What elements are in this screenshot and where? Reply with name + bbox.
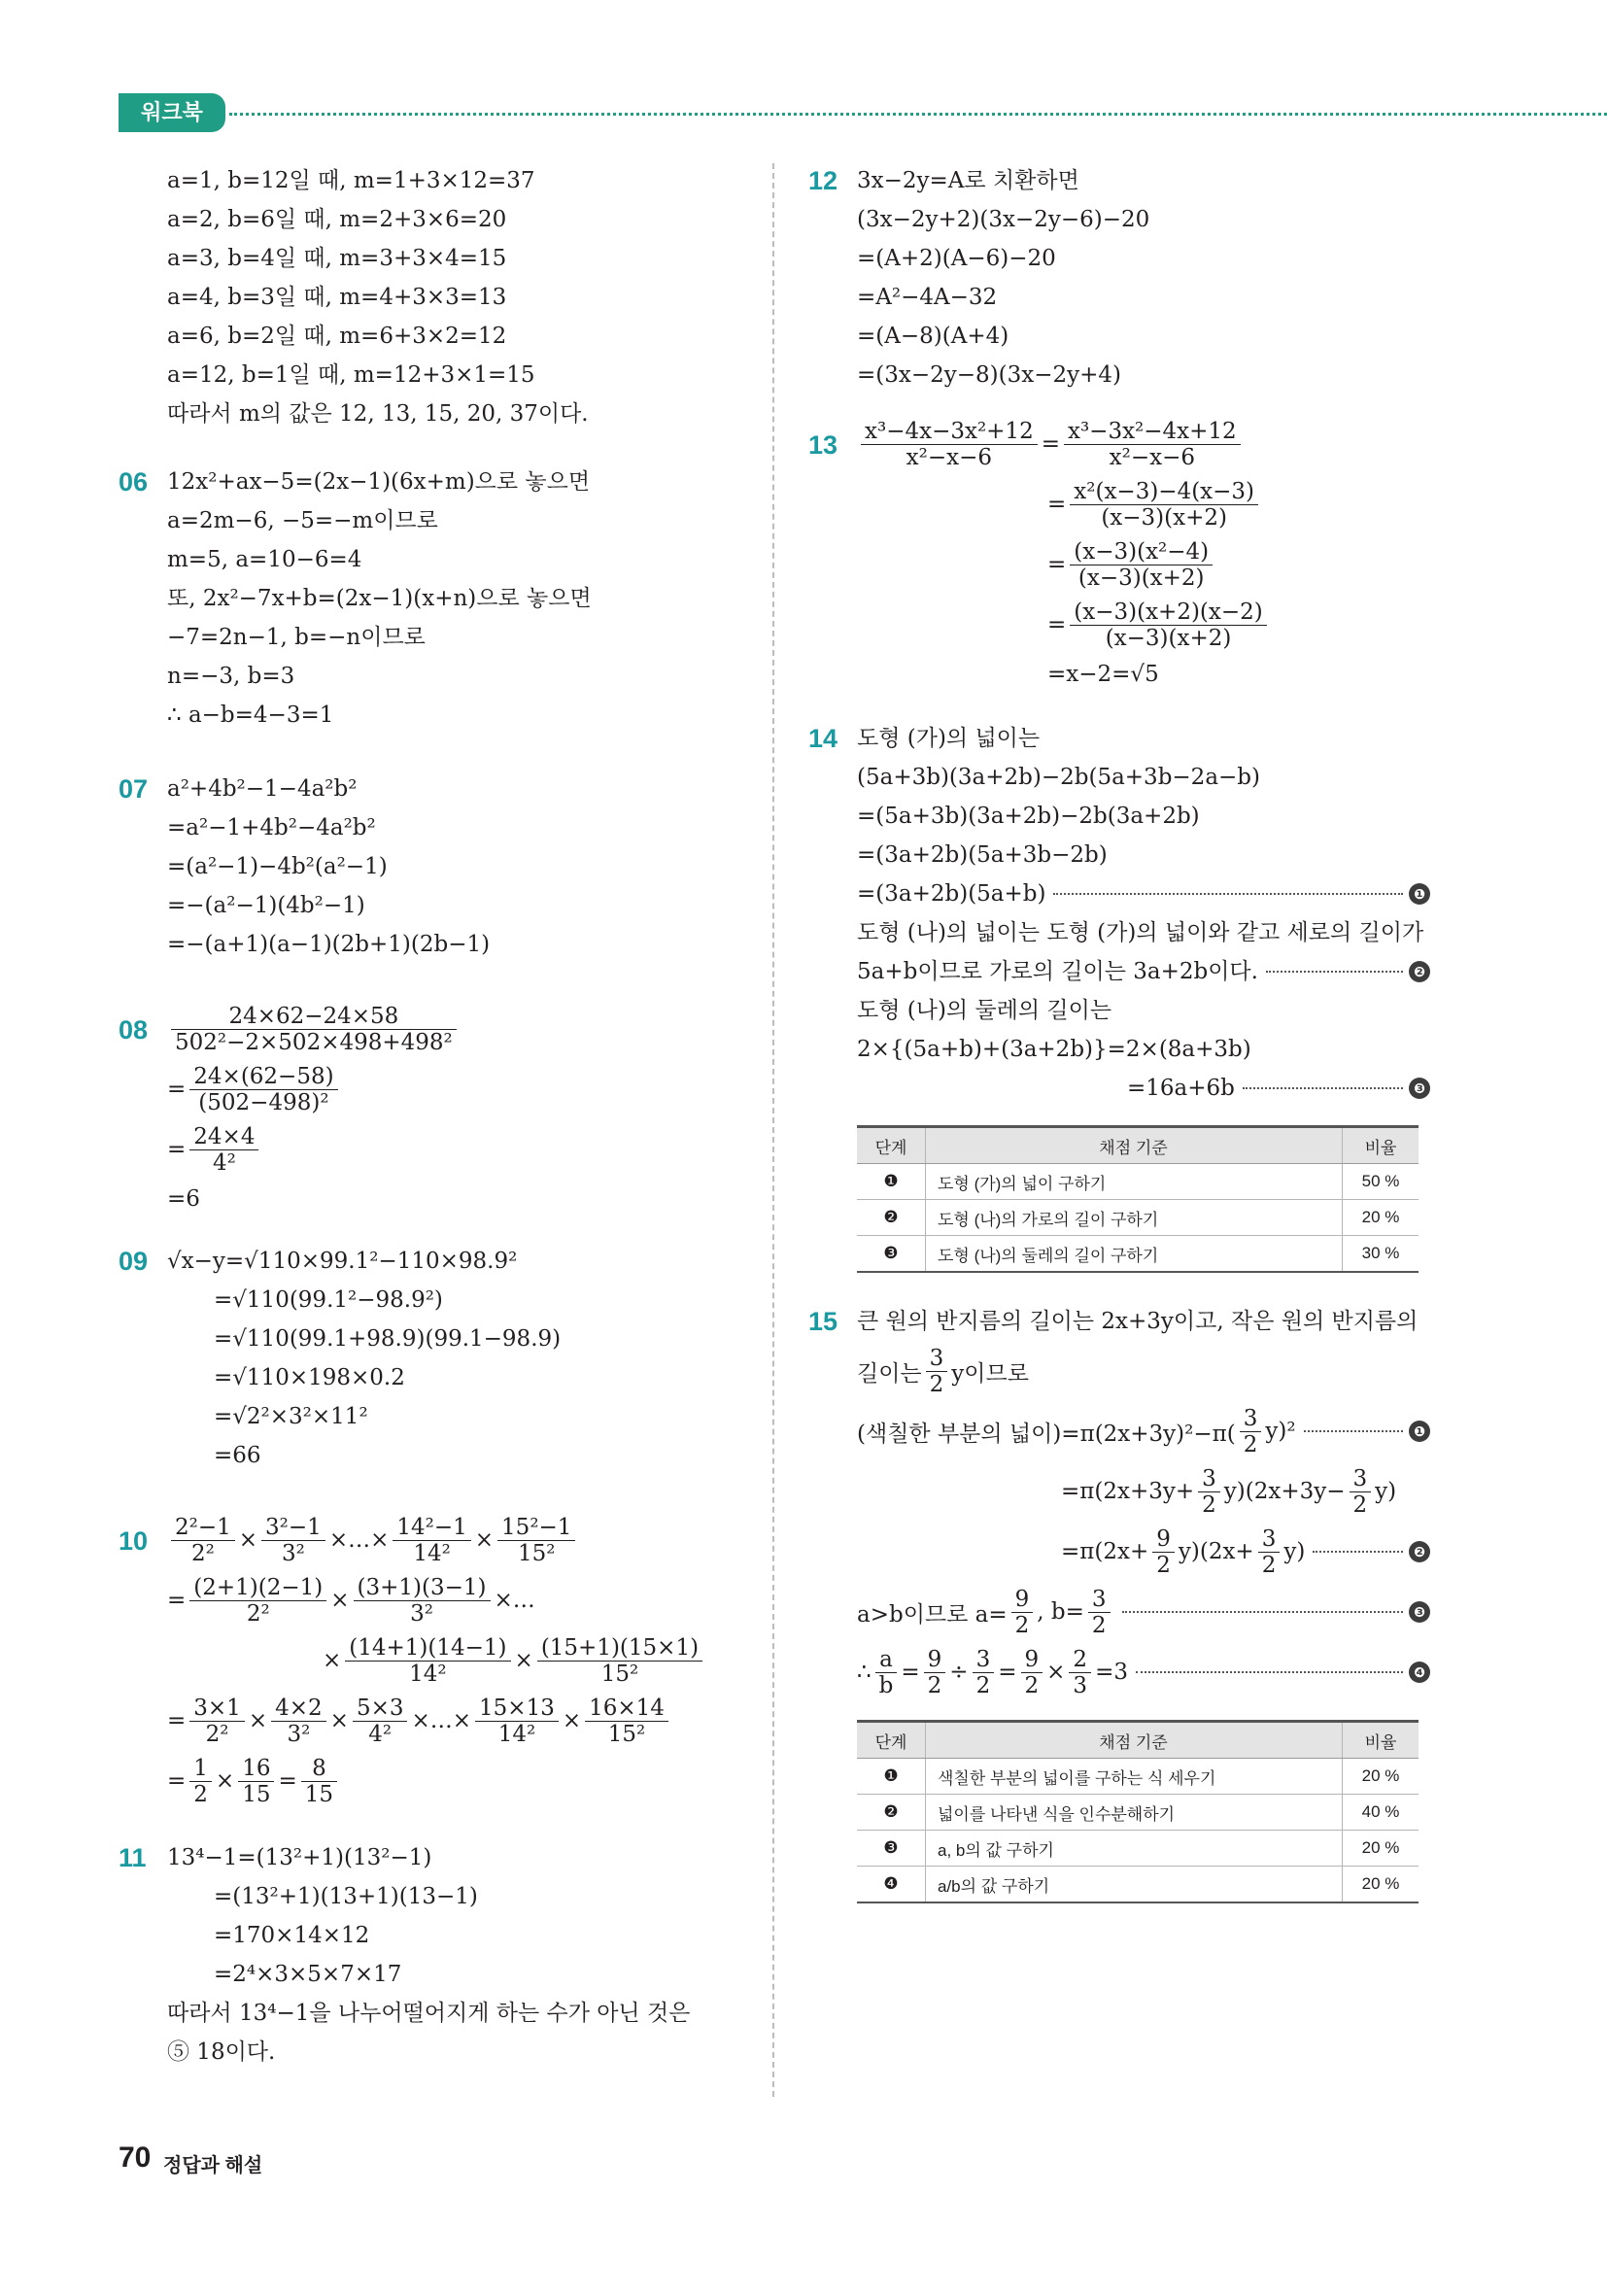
step-2-marker: ❷: [1409, 1541, 1430, 1562]
solution-line: =(3x−2y−8)(3x−2y+4): [857, 362, 1121, 388]
fraction: $\frac{\text{x³−4x−3x²+12}}{\text{x²−x−6}}$: [861, 419, 1038, 470]
header-dotted-rule: [229, 113, 1607, 116]
fraction-line: = $\frac{24\times 4}{\text{4²}}$: [167, 1119, 740, 1180]
solution-line: −7=2n−1, b=−n이므로: [167, 625, 426, 650]
solution-line: n=−3, b=3: [167, 664, 295, 689]
problem-number: 08: [119, 1015, 149, 1045]
fraction: $\frac{9}{2}$: [1021, 1647, 1043, 1698]
solution-line: 따라서 13⁴−1을 나누어떨어지게 하는 수가 아닌 것은: [167, 2001, 691, 2026]
solution-line: 또, 2x²−7x+b=(2x−1)(x+n)으로 놓으면: [167, 586, 592, 611]
fraction: $\frac{9}{2}$: [1152, 1526, 1175, 1578]
fraction: $\frac{16\times 14}{\text{15²}}$: [585, 1696, 668, 1747]
fraction: $\frac{3\times 1}{\text{2²}}$: [189, 1696, 245, 1747]
solution-line: =√110(99.1+98.9)(99.1−98.9): [214, 1326, 562, 1352]
fraction: $\frac{\text{3²−1}}{\text{3²}}$: [261, 1515, 325, 1566]
solution-line: =(A−8)(A+4): [857, 324, 1009, 349]
fraction: $\frac{\text{(x−3)(x²−4)}}{(x-3)(x+2)}$: [1070, 539, 1213, 591]
problem-number: 11: [119, 1843, 147, 1872]
table-header: 비율: [1343, 1722, 1419, 1759]
solution-line: =a²−1+4b²−4a²b²: [167, 815, 376, 840]
solution-line: 도형 (나)의 둘레의 길이는: [857, 998, 1112, 1023]
solution-step: =16a+6b ❸: [857, 1069, 1430, 1108]
solution-line: =(3a+2b)(5a+3b−2b): [857, 842, 1108, 868]
fraction: $\frac{5\times 3}{\text{4²}}$: [353, 1696, 408, 1747]
problem-number: 15: [808, 1307, 838, 1336]
solution-line: =(A+2)(A−6)−20: [857, 246, 1056, 271]
fraction: $\frac{(x-3)(x+2)(x-2)}{(x-3)(x+2)}$: [1070, 600, 1266, 651]
solution-line: =√110(99.1²−98.9²): [214, 1287, 443, 1313]
fraction: $\frac{3}{2}$: [973, 1647, 995, 1698]
problem-11: [119, 1838, 740, 2072]
solution-line: =A²−4A−32: [857, 285, 998, 310]
fraction: $\frac{\text{2²−1}}{\text{2²}}$: [171, 1515, 235, 1566]
table-row: ❷ 넓이를 나타낸 식을 인수분해하기 40 %: [857, 1795, 1419, 1831]
fraction-line: $\frac{\text{2²−1}}{\text{2²}}$ × $\frac{\text{3²−1}}{\text{3²}}$ ×…× $\frac{\text{14²−1}}{\text{14²}}$ × $\frac{\text{15²−1}}{\text{15²}}$: [167, 1510, 740, 1570]
solution-line: =x−2=√5: [1047, 662, 1159, 687]
problem-number: 07: [119, 774, 149, 804]
fraction-line: = $\frac{(x-3)(x+2)(x-2)}{(x-3)(x+2)}$: [857, 595, 1430, 655]
table-header: 단계: [857, 1722, 926, 1759]
table-header: 채점 기준: [926, 1722, 1343, 1759]
solution-line: 큰 원의 반지름의 길이는 2x+3y이고, 작은 원의 반지름의: [857, 1309, 1419, 1334]
problem-07: [119, 770, 740, 964]
fraction-line: × $\frac{(14+1)(14-1)}{\text{14²}}$ × $\frac{(15+1)(15\times 1)}{\text{15²}}$: [167, 1630, 740, 1691]
fraction: $\frac{3}{2}$: [1240, 1406, 1262, 1457]
solution-step: (색칠한 부분의 넓이)=π(2x+3y)²−π( $\frac{3}{2}$ y)² ❶: [857, 1401, 1430, 1461]
step-3-marker: ❸: [1409, 1078, 1430, 1099]
problem-12: [808, 161, 1430, 394]
step-2-marker: ❷: [1409, 961, 1430, 982]
problem-number: 14: [808, 724, 838, 753]
solution-line: =√110×198×0.2: [214, 1365, 405, 1390]
solution-line: (3x−2y+2)(3x−2y−6)−20: [857, 207, 1150, 232]
column-divider: [772, 163, 774, 2097]
fraction: $\frac{1}{2}$: [189, 1756, 212, 1807]
solution-line: =2⁴×3×5×7×17: [214, 1962, 402, 1987]
solution-line: a=6, b=2일 때, m=6+3×2=12: [167, 324, 507, 349]
table-header: 비율: [1343, 1127, 1419, 1164]
problem-05-continued: [119, 161, 740, 433]
problem-13: [808, 414, 1430, 694]
solution-line: =−(a+1)(a−1)(2b+1)(2b−1): [167, 932, 491, 957]
fraction: $\frac{9}{2}$: [1011, 1587, 1034, 1638]
solution-line: =170×14×12: [214, 1923, 370, 1948]
fraction: $\frac{(2+1)(2-1)}{\text{2²}}$: [189, 1575, 326, 1627]
fraction: $\frac{\text{14²−1}}{\text{14²}}$: [393, 1515, 470, 1566]
solution-line: a=2, b=6일 때, m=2+3×6=20: [167, 207, 507, 232]
solution-line: 12x²+ax−5=(2x−1)(6x+m)으로 놓으면: [167, 469, 591, 495]
fraction-line: = $\frac{\text{x²(x−3)−4(x−3)}}{(x-3)(x+2)}$: [857, 474, 1430, 534]
fraction: $\frac{24\times 4}{\text{4²}}$: [189, 1124, 258, 1176]
problem-10: [119, 1510, 740, 1811]
fraction: $\frac{3}{2}$: [1350, 1466, 1372, 1518]
fraction: $\frac{3}{2}$: [1258, 1526, 1281, 1578]
left-column: [119, 161, 740, 2107]
solution-line: 따라서 m의 값은 12, 13, 15, 20, 37이다.: [167, 401, 589, 427]
solution-line: =√2²×3²×11²: [214, 1404, 368, 1429]
fraction: $\frac{(15+1)(15\times 1)}{\text{15²}}$: [537, 1635, 702, 1687]
solution-line: ∴ a−b=4−3=1: [167, 703, 334, 728]
fraction-line: = $\frac{24\times(62-58)}{\text{(502−498)²}}$: [167, 1059, 740, 1119]
fraction: $\frac{24\times 62-24\times 58}{\text{502²−2×502×498+498²}}$: [171, 1004, 457, 1055]
fraction: $\frac{24\times(62-58)}{\text{(502−498)²}}$: [189, 1064, 337, 1115]
solution-line: =6: [167, 1186, 200, 1212]
fraction-line: $\frac{\text{x³−4x−3x²+12}}{\text{x²−x−6}}$ = $\frac{\text{x³−3x²−4x+12}}{\text{x²−x−6}}$: [857, 414, 1430, 474]
table-row: ❸ 도형 (나)의 둘레의 길이 구하기 30 %: [857, 1236, 1419, 1273]
problem-06: [119, 463, 740, 735]
solution-step: ∴ $\frac{a}{b}$ = $\frac{9}{2}$ ÷ $\frac{3}{2}$ = $\frac{9}{2}$ × $\frac{2}{3}$ =3 ❹: [857, 1642, 1430, 1702]
solution-line: a=3, b=4일 때, m=3+3×4=15: [167, 246, 507, 271]
right-column: [808, 161, 1430, 1938]
solution-line: ⑤ 18이다.: [167, 2039, 276, 2065]
solution-line: 도형 (나)의 넓이는 도형 (가)의 넓이와 같고 세로의 길이가: [857, 920, 1424, 945]
solution-line: 길이는 $\frac{3}{2}$ y이므로: [857, 1345, 1029, 1397]
scoring-table: [857, 1720, 1419, 1903]
solution-line: =π(2x+3y+ $\frac{3}{2}$ y)(2x+3y− $\frac{3}{2}$ y): [1061, 1465, 1397, 1518]
table-row: ❹ a/b의 값 구하기 20 %: [857, 1867, 1419, 1903]
fraction: $\frac{(14+1)(14-1)}{\text{14²}}$: [345, 1635, 510, 1687]
problem-number: 13: [808, 430, 838, 460]
solution-line: =(5a+3b)(3a+2b)−2b(3a+2b): [857, 804, 1200, 829]
fraction-line: [167, 999, 740, 1059]
fraction-line: = $\frac{(2+1)(2-1)}{\text{2²}}$ × $\frac{(3+1)(3-1)}{\text{3²}}$ ×…: [167, 1574, 535, 1627]
problem-number: 12: [808, 166, 838, 195]
problem-09: [119, 1242, 740, 1475]
fraction: $\frac{\text{x³−3x²−4x+12}}{\text{x²−x−6}}$: [1064, 419, 1241, 470]
fraction: $\frac{3}{2}$: [1198, 1466, 1220, 1518]
solution-step: =(3a+2b)(5a+b) ❶: [857, 874, 1430, 913]
step-1-marker: ❶: [1409, 1421, 1430, 1442]
problem-number: 09: [119, 1247, 149, 1276]
solution-step: a>b이므로 a= $\frac{9}{2}$ , b= $\frac{3}{2}$ ❸: [857, 1582, 1430, 1642]
table-header: 단계: [857, 1127, 926, 1164]
solution-line: 도형 (가)의 넓이는: [857, 726, 1041, 751]
fraction: $\frac{3}{2}$: [1088, 1587, 1111, 1638]
solution-line: a=4, b=3일 때, m=4+3×3=13: [167, 285, 507, 310]
section-tag: 워크북: [119, 93, 225, 132]
problem-15: [808, 1302, 1430, 1903]
fraction: $\frac{(3+1)(3-1)}{\text{3²}}$: [354, 1575, 491, 1627]
fraction-line: = $\frac{3\times 1}{\text{2²}}$ × $\frac{4\times 2}{\text{3²}}$ × $\frac{5\times 3}{\text{4²}}$ ×…× $\frac{15\times 13}{\text{14²}}$ × $\frac{16\times 14}{\text{15²}}$: [167, 1691, 740, 1751]
solution-line: 2×{(5a+b)+(3a+2b)}=2×(8a+3b): [857, 1037, 1251, 1062]
step-1-marker: ❶: [1409, 883, 1430, 905]
solution-line: a²+4b²−1−4a²b²: [167, 776, 358, 802]
fraction: $\frac{a}{b}$: [875, 1647, 898, 1698]
solution-line: a=2m−6, −5=−m이므로: [167, 508, 438, 533]
step-4-marker: ❹: [1409, 1662, 1430, 1683]
fraction: $\frac{2}{3}$: [1069, 1647, 1091, 1698]
fraction: $\frac{3}{2}$: [926, 1346, 948, 1397]
table-row: ❶ 색칠한 부분의 넓이를 구하는 식 세우기 20 %: [857, 1759, 1419, 1795]
solution-step: =π(2x+ $\frac{9}{2}$ y)(2x+ $\frac{3}{2}$ y) ❷: [857, 1522, 1430, 1582]
step-3-marker: ❸: [1409, 1601, 1430, 1623]
problem-number: 10: [119, 1526, 149, 1556]
fraction: $\frac{16}{15}$: [238, 1756, 274, 1807]
table-row: ❸ a, b의 값 구하기 20 %: [857, 1831, 1419, 1867]
table-header: 채점 기준: [926, 1127, 1343, 1164]
solution-line: =(a²−1)−4b²(a²−1): [167, 854, 388, 879]
fraction: $\frac{8}{15}$: [301, 1756, 337, 1807]
fraction: $\frac{15\times 13}{\text{14²}}$: [475, 1696, 559, 1747]
scoring-table: [857, 1125, 1419, 1273]
solution-line: =−(a²−1)(4b²−1): [167, 893, 365, 918]
solution-line: a=12, b=1일 때, m=12+3×1=15: [167, 362, 535, 388]
fraction-line: = $\frac{\text{(x−3)(x²−4)}}{(x-3)(x+2)}$: [857, 534, 1430, 595]
solution-line: m=5, a=10−6=4: [167, 547, 362, 572]
problem-number: 06: [119, 467, 149, 497]
fraction: $\frac{4\times 2}{\text{3²}}$: [271, 1696, 326, 1747]
fraction: $\frac{\text{x²(x−3)−4(x−3)}}{(x-3)(x+2)}$: [1070, 479, 1258, 531]
footer-title: 정답과 해설: [163, 2155, 263, 2176]
problem-08: [119, 999, 740, 1218]
solution-line: √x−y=√110×99.1²−110×98.9²: [167, 1249, 518, 1274]
solution-line: 13⁴−1=(13²+1)(13²−1): [167, 1845, 432, 1870]
solution-line: =(13²+1)(13+1)(13−1): [214, 1884, 478, 1909]
problem-14: [808, 719, 1430, 1273]
solution-line: =66: [214, 1443, 261, 1468]
fraction: $\frac{\text{15²−1}}{\text{15²}}$: [497, 1515, 575, 1566]
fraction-line: = $\frac{1}{2}$ × $\frac{16}{15}$ = $\frac{8}{15}$: [167, 1751, 740, 1811]
solution-line: (5a+3b)(3a+2b)−2b(5a+3b−2a−b): [857, 765, 1260, 790]
solution-line: a=1, b=12일 때, m=1+3×12=37: [167, 168, 535, 193]
page-number: 70: [119, 2142, 152, 2174]
solution-step: 5a+b이므로 가로의 길이는 3a+2b이다. ❷: [857, 952, 1430, 991]
solution-line: 3x−2y=A로 치환하면: [857, 168, 1079, 193]
fraction: $\frac{9}{2}$: [924, 1647, 946, 1698]
table-row: ❶ 도형 (가)의 넓이 구하기 50 %: [857, 1164, 1419, 1200]
table-row: ❷ 도형 (나)의 가로의 길이 구하기 20 %: [857, 1200, 1419, 1236]
